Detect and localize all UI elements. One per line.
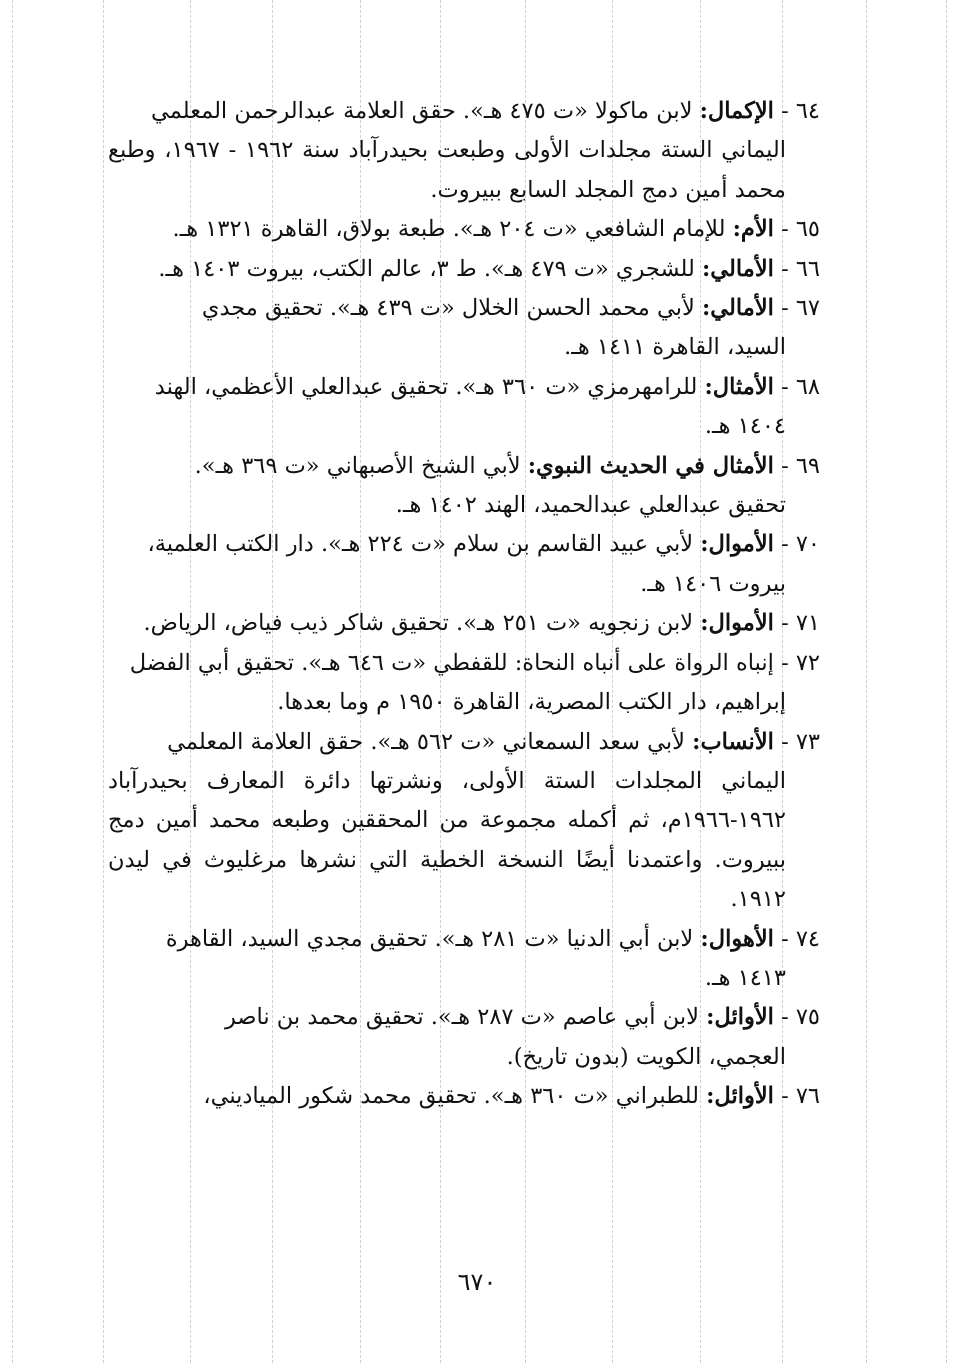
entry-continuation: ١٤٠٤ هـ. [704, 413, 786, 440]
entry-number: ٧٢ - [781, 649, 820, 676]
entry-continuation: بيروت ١٤٠٦ هـ. [640, 570, 786, 597]
entry-text: لأبي سعد السمعاني «ت ٥٦٢ هـ». حقق العلامة المعلمي [167, 728, 685, 755]
entry-title: الأهوال: [700, 925, 774, 952]
scan-guide-line [103, 0, 104, 1363]
entry-text: للإمام الشافعي «ت ٢٠٤ هـ». طبعة بولاق، القاهرة ١٣٢١ هـ. [172, 216, 726, 243]
entry-continuation: تحقيق عبدالعلي عبدالحميد، الهند ١٤٠٢ هـ. [395, 492, 786, 519]
entry-title: الإكمال: [699, 98, 774, 124]
scan-guide-line [12, 0, 13, 1363]
entry-text: لأبي عبيد القاسم بن سلام «ت ٢٢٤ هـ». دار الكتب العلمية، [147, 531, 694, 558]
entry-title: الأموال: [700, 610, 774, 637]
entry-title: الأموال: [700, 531, 774, 558]
entry-number: ٦٥ - [781, 216, 820, 243]
entry-title: الأنساب: [692, 728, 774, 755]
bibliography-entry [108, 289, 820, 368]
bibliography-entry [108, 723, 820, 920]
entry-continuation: اليماني الستة مجلدات الأولى وطبعت بحيدرآباد سنة ١٩٦٢ - ١٩٦٧، وطبع محمد أمين دمج المجلد السابع ببيروت. [108, 137, 786, 203]
entry-text: لأبي الشيخ الأصبهاني «ت ٣٦٩ هـ». [194, 452, 521, 479]
entry-number: ٦٦ - [781, 255, 820, 282]
bibliography-list [108, 92, 820, 1117]
entry-text: لابن زنجويه «ت ٢٥١ هـ». تحقيق شاكر ذيب فياض، الرياض. [143, 610, 694, 637]
entry-title: الأمالي: [702, 255, 774, 282]
entry-text: لابن أبي الدنيا «ت ٢٨١ هـ». تحقيق مجدي السيد، القاهرة [165, 925, 694, 952]
entry-title: الأم: [732, 216, 774, 243]
entry-text: للطبراني «ت ٣٦٠ هـ». تحقيق محمد شكور المياديني، [203, 1083, 699, 1110]
bibliography-entry [108, 92, 820, 210]
entry-text: لأبي محمد الحسن الخلال «ت ٤٣٩ هـ». تحقيق مجدي [201, 295, 695, 322]
bibliography-entry [108, 1077, 820, 1116]
entry-title: الأمالي: [702, 295, 774, 322]
entry-number: ٦٩ - [781, 452, 820, 479]
entry-number: ٧٦ - [781, 1083, 820, 1110]
entry-continuation: ١٤١٣ هـ. [704, 964, 786, 991]
bibliography-entry [108, 525, 820, 604]
entry-number: ٧٥ - [781, 1004, 820, 1031]
scan-guide-line [866, 0, 867, 1363]
bibliography-entry [108, 368, 820, 447]
entry-text: للشجري «ت ٤٧٩ هـ». ط ٣، عالم الكتب، بيروت ١٤٠٣ هـ. [158, 255, 695, 282]
bibliography-entry [108, 604, 820, 643]
page-number: ٦٧٠ [457, 1268, 497, 1296]
entry-continuation: إبراهيم، دار الكتب المصرية، القاهرة ١٩٥٠ م وما بعدها. [277, 689, 786, 716]
entry-title: الأوائل: [706, 1083, 774, 1110]
entry-number: ٦٨ - [781, 373, 820, 400]
scan-guide-line [946, 0, 947, 1363]
entry-continuation: اليماني المجلدات الستة الأولى، ونشرتها دائرة المعارف بحيدرآباد ١٩٦٢-١٩٦٦م، ثم أكمله مجموعة من المحققين وطبعه محمد أمين دمج ببيروت. واعتمدنا أيضًا النسخة الخطية التي نشرها مرغليوث في ليدن ١٩١٢. [108, 767, 786, 913]
entry-title: الأمثال: [704, 373, 774, 400]
entry-continuation: العجمي، الكويت (بدون تاريخ). [506, 1043, 786, 1070]
entry-text: إنباه الرواة على أنباه النحاة: للقفطي «ت ٦٤٦ هـ». تحقيق أبي الفضل [129, 649, 774, 676]
entry-text: للرامهرمزي «ت ٣٦٠ هـ». تحقيق عبدالعلي الأعظمي، الهند [154, 373, 698, 400]
entry-number: ٧٠ - [781, 531, 820, 558]
entry-title: الأوائل: [706, 1004, 774, 1031]
bibliography-entry [108, 250, 820, 289]
entry-number: ٧١ - [781, 610, 820, 637]
entry-title: الأمثال في الحديث النبوي: [527, 452, 774, 479]
entry-number: ٧٤ - [781, 925, 820, 952]
entry-number: ٦٤ - [781, 98, 820, 124]
entry-text: لابن أبي عاصم «ت ٢٨٧ هـ». تحقيق محمد بن ناصر [224, 1004, 699, 1031]
bibliography-entry [108, 210, 820, 249]
entry-number: ٦٧ - [781, 295, 820, 322]
bibliography-entry [108, 998, 820, 1077]
bibliography-entry [108, 644, 820, 723]
bibliography-entry [108, 447, 820, 526]
entry-number: ٧٣ - [781, 728, 820, 755]
entry-text: لابن ماكولا «ت ٤٧٥ هـ». حقق العلامة عبدالرحمن المعلمي [151, 98, 693, 124]
bibliography-entry [108, 920, 820, 999]
entry-continuation: السيد، القاهرة ١٤١١ هـ. [564, 334, 786, 361]
